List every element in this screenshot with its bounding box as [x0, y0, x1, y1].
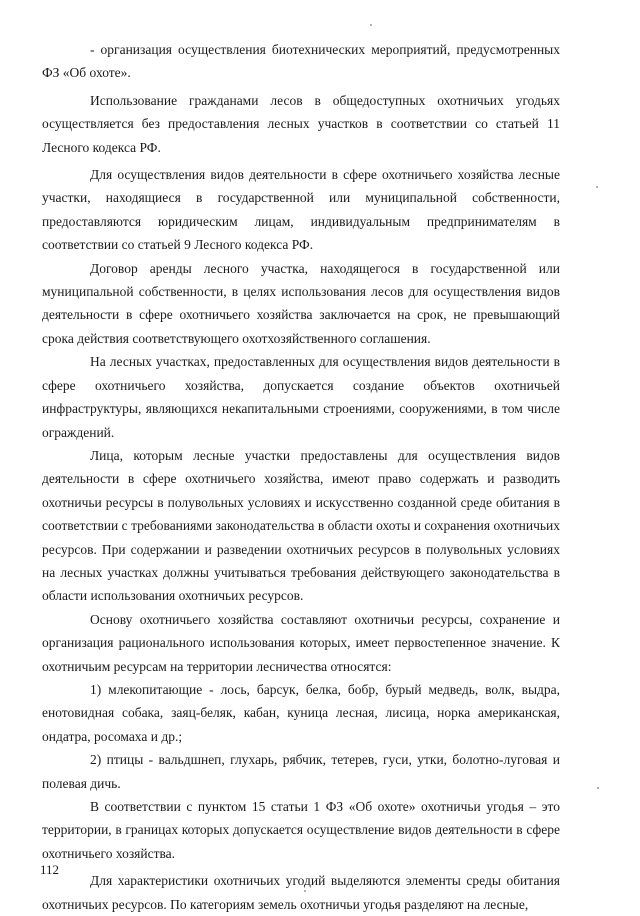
paragraph-birds-list: 2) птицы - вальдшнеп, глухарь, рябчик, тетерев, гуси, утки, болотно-луговая и полевая дичь. [42, 752, 560, 791]
scan-speck [304, 890, 306, 892]
paragraph-habitat-elements: Для характеристики охотничьих угодий выделяются элементы среды обитания охотничьих ресурсов. По категориям земель охотничьи угодья разделяют на лесные, [42, 873, 560, 912]
paragraph-biotech-measures: - организация осуществления биотехнических мероприятий, предусмотренных ФЗ «Об охоте». [42, 42, 560, 81]
paragraph-hunting-grounds-definition: В соответствии с пунктом 15 статьи 1 ФЗ «Об охоте» охотничьи угодья – это территории, в границах которых допускается осуществление видов деятельности в сфере охотничьего хозяйства. [42, 799, 560, 861]
scan-speck [597, 787, 599, 789]
paragraph-mammals-list: 1) млекопитающие - лось, барсук, белка, бобр, бурый медведь, волк, выдра, енотовидная собака, заяц-беляк, кабан, куница лесная, лисица, норка американская, ондатра, росомаха и др.; [42, 681, 560, 744]
paragraph-lease-agreement: Договор аренды лесного участка, находящегося в государственной или муниципальной собственности, в целях использования лесов для осуществления видов деятельности в сфере охотничьего хозяйства заключается на срок, не превышающий срока действия соответствующего охотхозяйственного соглашения. [42, 260, 560, 346]
paragraph-forest-plots-provision: Для осуществления видов деятельности в сфере охотничьего хозяйства лесные участки, находящиеся в государственной или муниципальной собственности, предоставляются юридическим лицам, индивидуальным предпринимателям в соответствии со статьей 9 Лесного кодекса РФ. [42, 167, 560, 253]
scan-speck [596, 186, 598, 188]
paragraph-hunting-resources: Основу охотничьего хозяйства составляют охотничьи ресурсы, сохранение и организация рационального использования которых, имеет первостепенное значение. К охотничьим ресурсам на территории лесничества относятся: [42, 611, 560, 674]
document-body [42, 38, 560, 916]
scan-speck [370, 24, 372, 26]
paragraph-infrastructure: На лесных участках, предоставленных для осуществления видов деятельности в сфере охотничьего хозяйства, допускается создание объектов охотничьей инфраструктуры, являющихся некапитальными строениями, сооружениями, в том числе ограждений. [42, 354, 560, 440]
paragraph-public-forest-use: Использование гражданами лесов в общедоступных охотничьих угодьях осуществляется без предоставления лесных участков в соответствии со статьей 11 Лесного кодекса РФ. [42, 92, 560, 155]
page-number: 112 [40, 862, 60, 877]
paragraph-semi-free-keeping: Лица, которым лесные участки предоставлены для осуществления видов деятельности в сфере охотничьего хозяйства, имеют право содержать и разводить охотничьи ресурсы в полувольных условиях и искусственно созданной среде обитания в соответствии с требованиями законодательства в области охоты и сохранения охотничьих ресурсов. При содержании и разведении охотничьих ресурсов в полувольных условиях на лесных участках должны учитываться требования действующего законодательства в области использования охотничьих ресурсов. [42, 447, 560, 604]
